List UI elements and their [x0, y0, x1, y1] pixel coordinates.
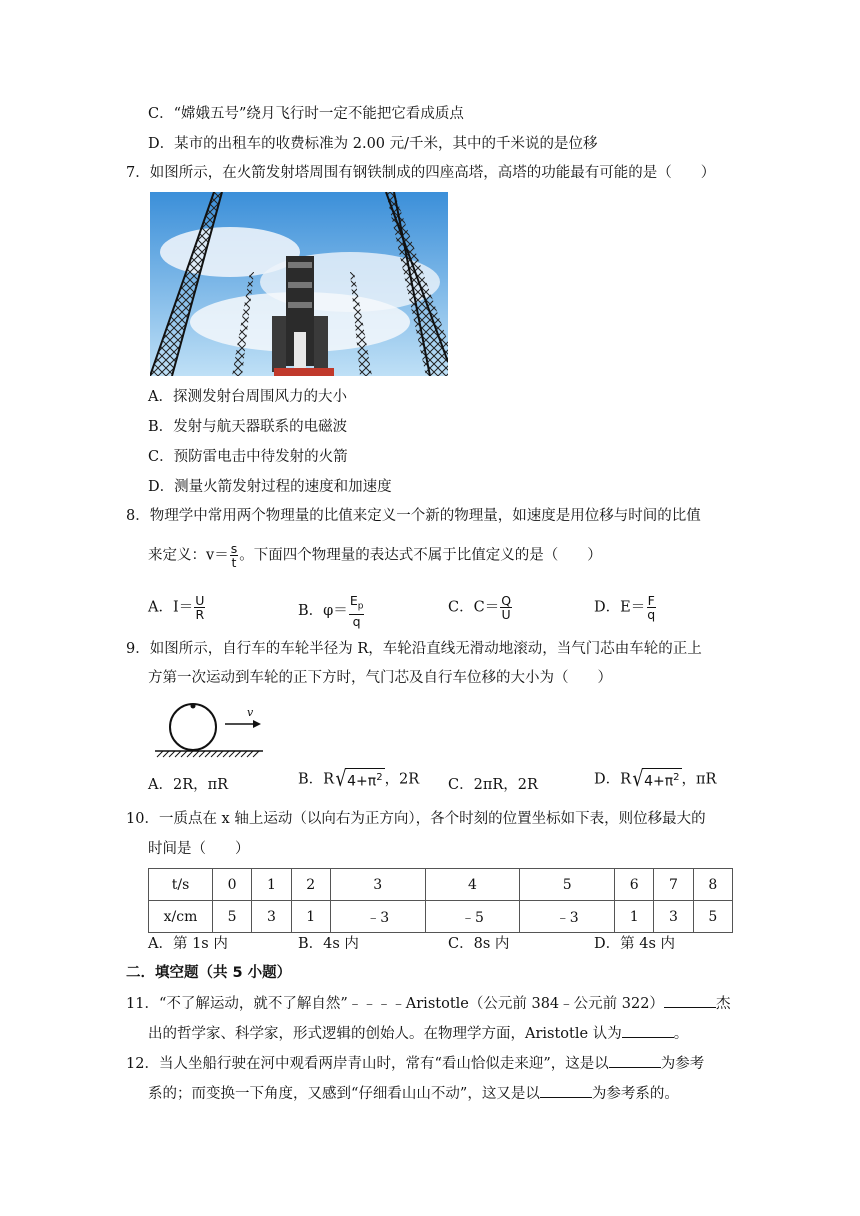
fraction-numerator: U [195, 593, 205, 608]
q7-stem: 7．如图所示，在火箭发射塔周围有钢铁制成的四座高塔，高塔的功能最有可能的是（ ） [126, 165, 716, 181]
table-cell: 5 [693, 901, 732, 933]
exponent: 2 [376, 772, 383, 783]
table-cell: 2 [291, 869, 330, 901]
fraction-denominator: R [195, 607, 205, 622]
radical-sign-icon: √ [632, 766, 644, 792]
table-cell: ﹣3 [520, 901, 615, 933]
table-cell: 4 [425, 869, 520, 901]
q8-stem-line1: 8．物理学中常用两个物理量的比值来定义一个新的物理量，如速度是用位移与时间的比值 [126, 508, 701, 524]
radicand-expr: 4+π [644, 773, 674, 790]
rolling-wheel-figure [155, 702, 265, 760]
q7-option-a: A．探测发射台周围风力的大小 [148, 389, 347, 405]
q12-text: 12．当人坐船行驶在河中观看两岸青山时，常有“看山恰似走来迎”，这是以 [126, 1056, 609, 1072]
q12-line2 [148, 1083, 679, 1104]
section-heading: 二．填空题（共 5 小题） [126, 965, 292, 981]
q12-text: 系的；而变换一下角度，又感到“仔细看山山不动”，这又是以 [148, 1086, 540, 1102]
q7-option-d: D．测量火箭发射过程的速度和加速度 [148, 479, 392, 495]
q11-text: 杰 [715, 996, 731, 1012]
q10-stem-line1: 10．一质点在 x 轴上运动（以向右为正方向），各个时刻的位置坐标如下表，则位移最大的 [126, 811, 706, 827]
option-label: D．E＝ [594, 599, 646, 616]
q11-text: 11．“不了解运动，就不了解自然”﹣﹣﹣﹣Aristotle（公元前 384﹣公元前 322） [126, 996, 664, 1012]
fraction-numerator [349, 594, 365, 615]
table-cell: t/s [149, 869, 213, 901]
table-cell: x/cm [149, 901, 213, 933]
table-cell: 8 [693, 869, 732, 901]
q9-option-c: C．2πR，2R [448, 777, 538, 793]
velocity-fraction [230, 542, 239, 569]
q6-option-c: C．“嫦娥五号”绕月飞行时一定不能把它看成质点 [148, 106, 464, 122]
table-cell: 0 [213, 869, 252, 901]
q11-text: 。 [673, 1026, 689, 1042]
answer-blank[interactable] [622, 1023, 674, 1038]
option-label: B．φ＝ [298, 602, 348, 619]
q11-line1 [126, 993, 730, 1014]
table-cell: ﹣5 [425, 901, 520, 933]
table-cell: 7 [654, 869, 693, 901]
option-label: A．I＝ [148, 599, 194, 616]
q10-option-d: D．第 4s 内 [594, 936, 676, 952]
q9-option-b [298, 768, 419, 791]
table-row-time [149, 869, 733, 901]
q8-stem-suffix: 。下面四个物理量的表达式不属于比值定义的是（ ） [239, 547, 602, 564]
q10-option-b: B．4s 内 [298, 936, 359, 952]
q9-option-a: A．2R，πR [148, 777, 229, 793]
fraction-numerator: F [647, 593, 655, 608]
option-label: B．R [298, 771, 335, 788]
square-root [631, 768, 681, 791]
table-cell: 1 [252, 869, 291, 901]
q8-stem-line2 [148, 542, 602, 569]
q10-option-c: C．8s 内 [448, 936, 510, 952]
q8-option-d [594, 594, 657, 621]
q11-line2 [148, 1023, 688, 1044]
table-row-position [149, 901, 733, 933]
q10-option-a: A．第 1s 内 [148, 936, 228, 952]
table-cell: 3 [654, 901, 693, 933]
q12-line1 [126, 1053, 704, 1074]
fraction-denominator: q [647, 607, 656, 622]
formula-fraction [349, 594, 365, 628]
q8-option-c [448, 594, 513, 621]
q9-stem-line2: 方第一次运动到车轮的正下方时，气门芯及自行车位移的大小为（ ） [148, 670, 612, 686]
q11-text: 出的哲学家、科学家，形式逻辑的创始人。在物理学方面，Aristotle 认为 [148, 1026, 622, 1042]
answer-blank[interactable] [540, 1083, 592, 1098]
q7-option-b: B．发射与航天器联系的电磁波 [148, 419, 348, 435]
exponent: 2 [673, 772, 680, 783]
formula-fraction [646, 594, 656, 621]
answer-blank[interactable] [609, 1053, 661, 1068]
table-cell: 3 [252, 901, 291, 933]
option-label: D．R [594, 771, 632, 788]
fraction-numerator: s [230, 541, 238, 556]
q9-option-d [594, 768, 716, 791]
square-root [334, 768, 384, 791]
position-time-table [148, 868, 733, 933]
option-suffix: ，2R [384, 771, 420, 788]
q8-stem-prefix: 来定义：v＝ [148, 547, 229, 564]
formula-fraction [194, 594, 205, 621]
q8-option-b [298, 594, 365, 628]
rocket-launch-tower-photo [150, 192, 448, 376]
table-cell: 5 [213, 901, 252, 933]
radicand [345, 768, 384, 791]
radicand-expr: 4+π [347, 773, 377, 790]
velocity-label: v [247, 706, 254, 719]
fraction-denominator: q [352, 613, 361, 629]
radicand [642, 768, 681, 791]
table-cell: 1 [291, 901, 330, 933]
fraction-denominator: U [501, 607, 511, 622]
q8-option-a [148, 594, 206, 621]
answer-blank[interactable] [664, 993, 716, 1008]
q12-text: 为参考系的。 [591, 1086, 679, 1102]
q7-option-c: C．预防雷电击中待发射的火箭 [148, 449, 348, 465]
formula-fraction [500, 594, 512, 621]
numerator-main: E [349, 593, 358, 608]
q10-stem-line2: 时间是（ ） [148, 841, 250, 857]
numerator-subscript: p [357, 601, 364, 612]
fraction-denominator: t [231, 555, 237, 570]
q6-option-d: D．某市的出租车的收费标准为 2.00 元/千米，其中的千米说的是位移 [148, 136, 598, 152]
table-cell: 3 [330, 869, 425, 901]
table-cell: 5 [520, 869, 615, 901]
fraction-numerator: Q [501, 593, 512, 608]
table-cell: 6 [615, 869, 654, 901]
option-suffix: ，πR [681, 771, 717, 788]
table-cell: 1 [615, 901, 654, 933]
q12-text: 为参考 [660, 1056, 705, 1072]
radical-sign-icon: √ [335, 766, 347, 792]
table-cell: ﹣3 [330, 901, 425, 933]
q9-stem-line1: 9．如图所示，自行车的车轮半径为 R，车轮沿直线无滑动地滚动，当气门芯由车轮的正上 [126, 641, 702, 657]
option-label: C．C＝ [448, 599, 500, 616]
